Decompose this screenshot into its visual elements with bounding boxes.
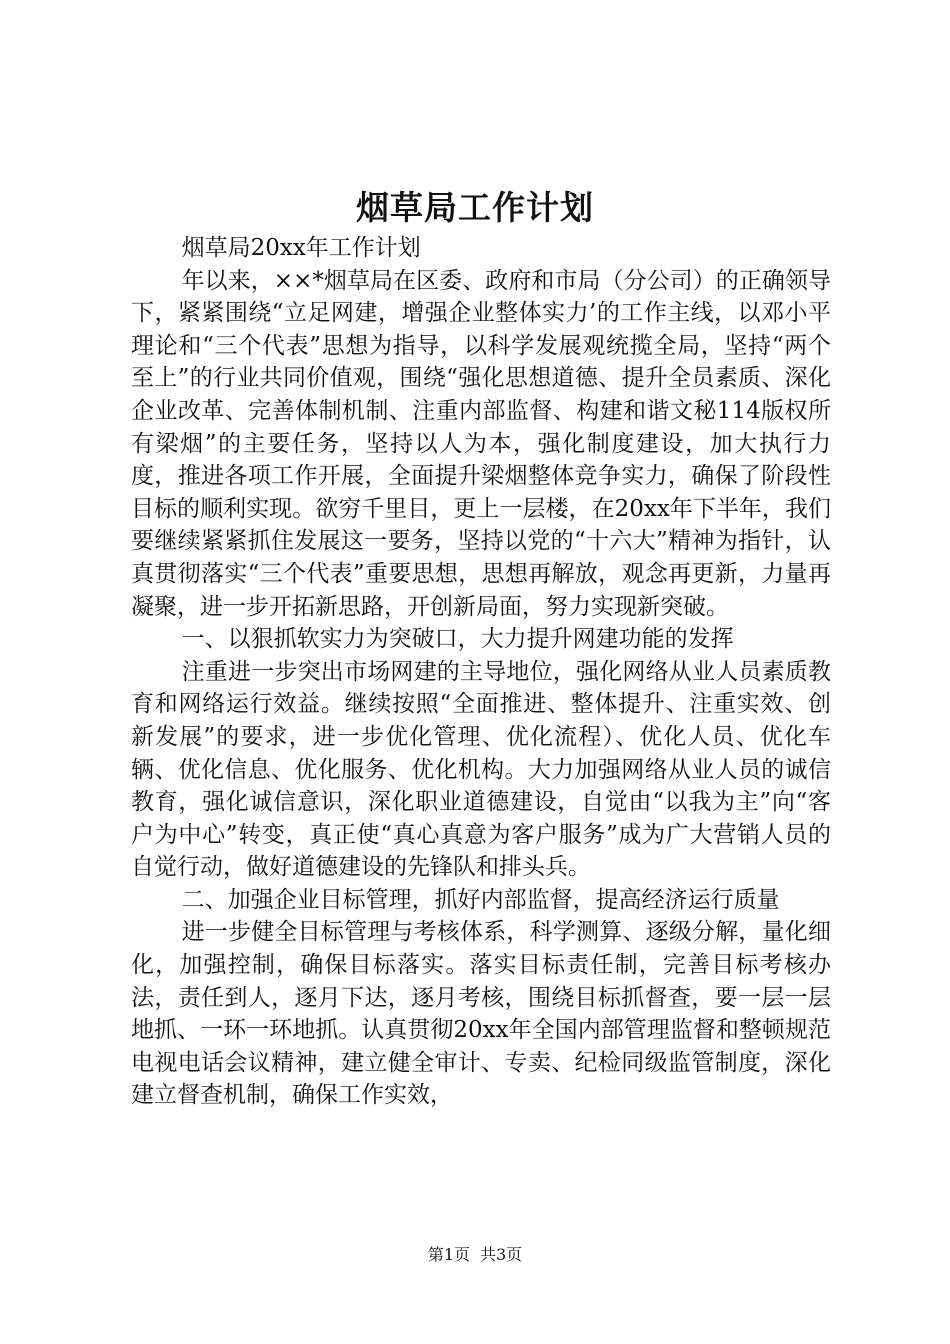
section-heading-2: 二、加强企业目标管理，抓好内部监督，提高经济运行质量 <box>181 886 780 913</box>
document-title: 烟草局工作计划 <box>356 188 594 227</box>
page-number: 第1页 <box>427 1245 470 1264</box>
section-paragraph-2: 进一步健全目标管理与考核体系，科学测算、逐级分解，量化细化，加强控制，确保目标落实。落实目标责任制，完善目标考核办法，责任到人，逐月下达，逐月考核，围绕目标抓督查，要一层一层地抓、一环一环地抓。认真贯彻20xx年全国内部管理监督和整顿规范电视电话会议精神，建立健全审计、专卖、纪检同级监管制度，深化建立督查机制，确保工作实效， <box>131 919 831 1109</box>
page-total: 共3页 <box>480 1245 523 1264</box>
intro-paragraph: 年以来，××*烟草局在区委、政府和市局（分公司）的正确领导下，紧紧围绕“立足网建，增强企业整体实力’的工作主线，以邓小平理论和“三个代表”思想为指导，以科学发展观统揽全局，坚持“两个至上”的行业共同价值观，围绕“强化思想道德、提升全员素质、深化企业改革、完善体制机制、注重内部监督、构建和谐文秘114版权所有梁烟”的主要任务，坚持以人为本，强化制度建设，加大执行力度，推进各项工作开展，全面提升梁烟整体竞争实力，确保了阶段性目标的顺利实现。欲穷千里目，更上一层楼，在20xx年下半年，我们要继续紧紧抓住发展这一要务，坚持以党的“十六大”精神为指针，认真贯彻落实“三个代表”重要思想，思想再解放，观念再更新，力量再凝聚，进一步开拓新思路，开创新局面，努力实现新突破。 <box>131 267 831 620</box>
subtitle-paragraph: 烟草局20xx年工作计划 <box>181 235 421 261</box>
section-paragraph-1: 注重进一步突出市场网建的主导地位，强化网络从业人员素质教育和网络运行效益。继续按照“全面推进、整体提升、注重实效、创新发展”的要求，进一步优化管理、优化流程）、优化人员、优化车辆、优化信息、优化服务、优化机构。大力加强网络从业人员的诚信教育，强化诚信意识，深化职业道德建设，自觉由“以我为主”向“客户为中心”转变，真正使“真心真意为客户服务”成为广大营销人员的自觉行动，做好道德建设的先锋队和排头兵。 <box>131 658 831 881</box>
section-heading-1: 一、以狠抓软实力为突破口，大力提升网建功能的发挥 <box>181 626 734 653</box>
page-footer <box>0 1244 950 1266</box>
document-body <box>131 232 831 1112</box>
